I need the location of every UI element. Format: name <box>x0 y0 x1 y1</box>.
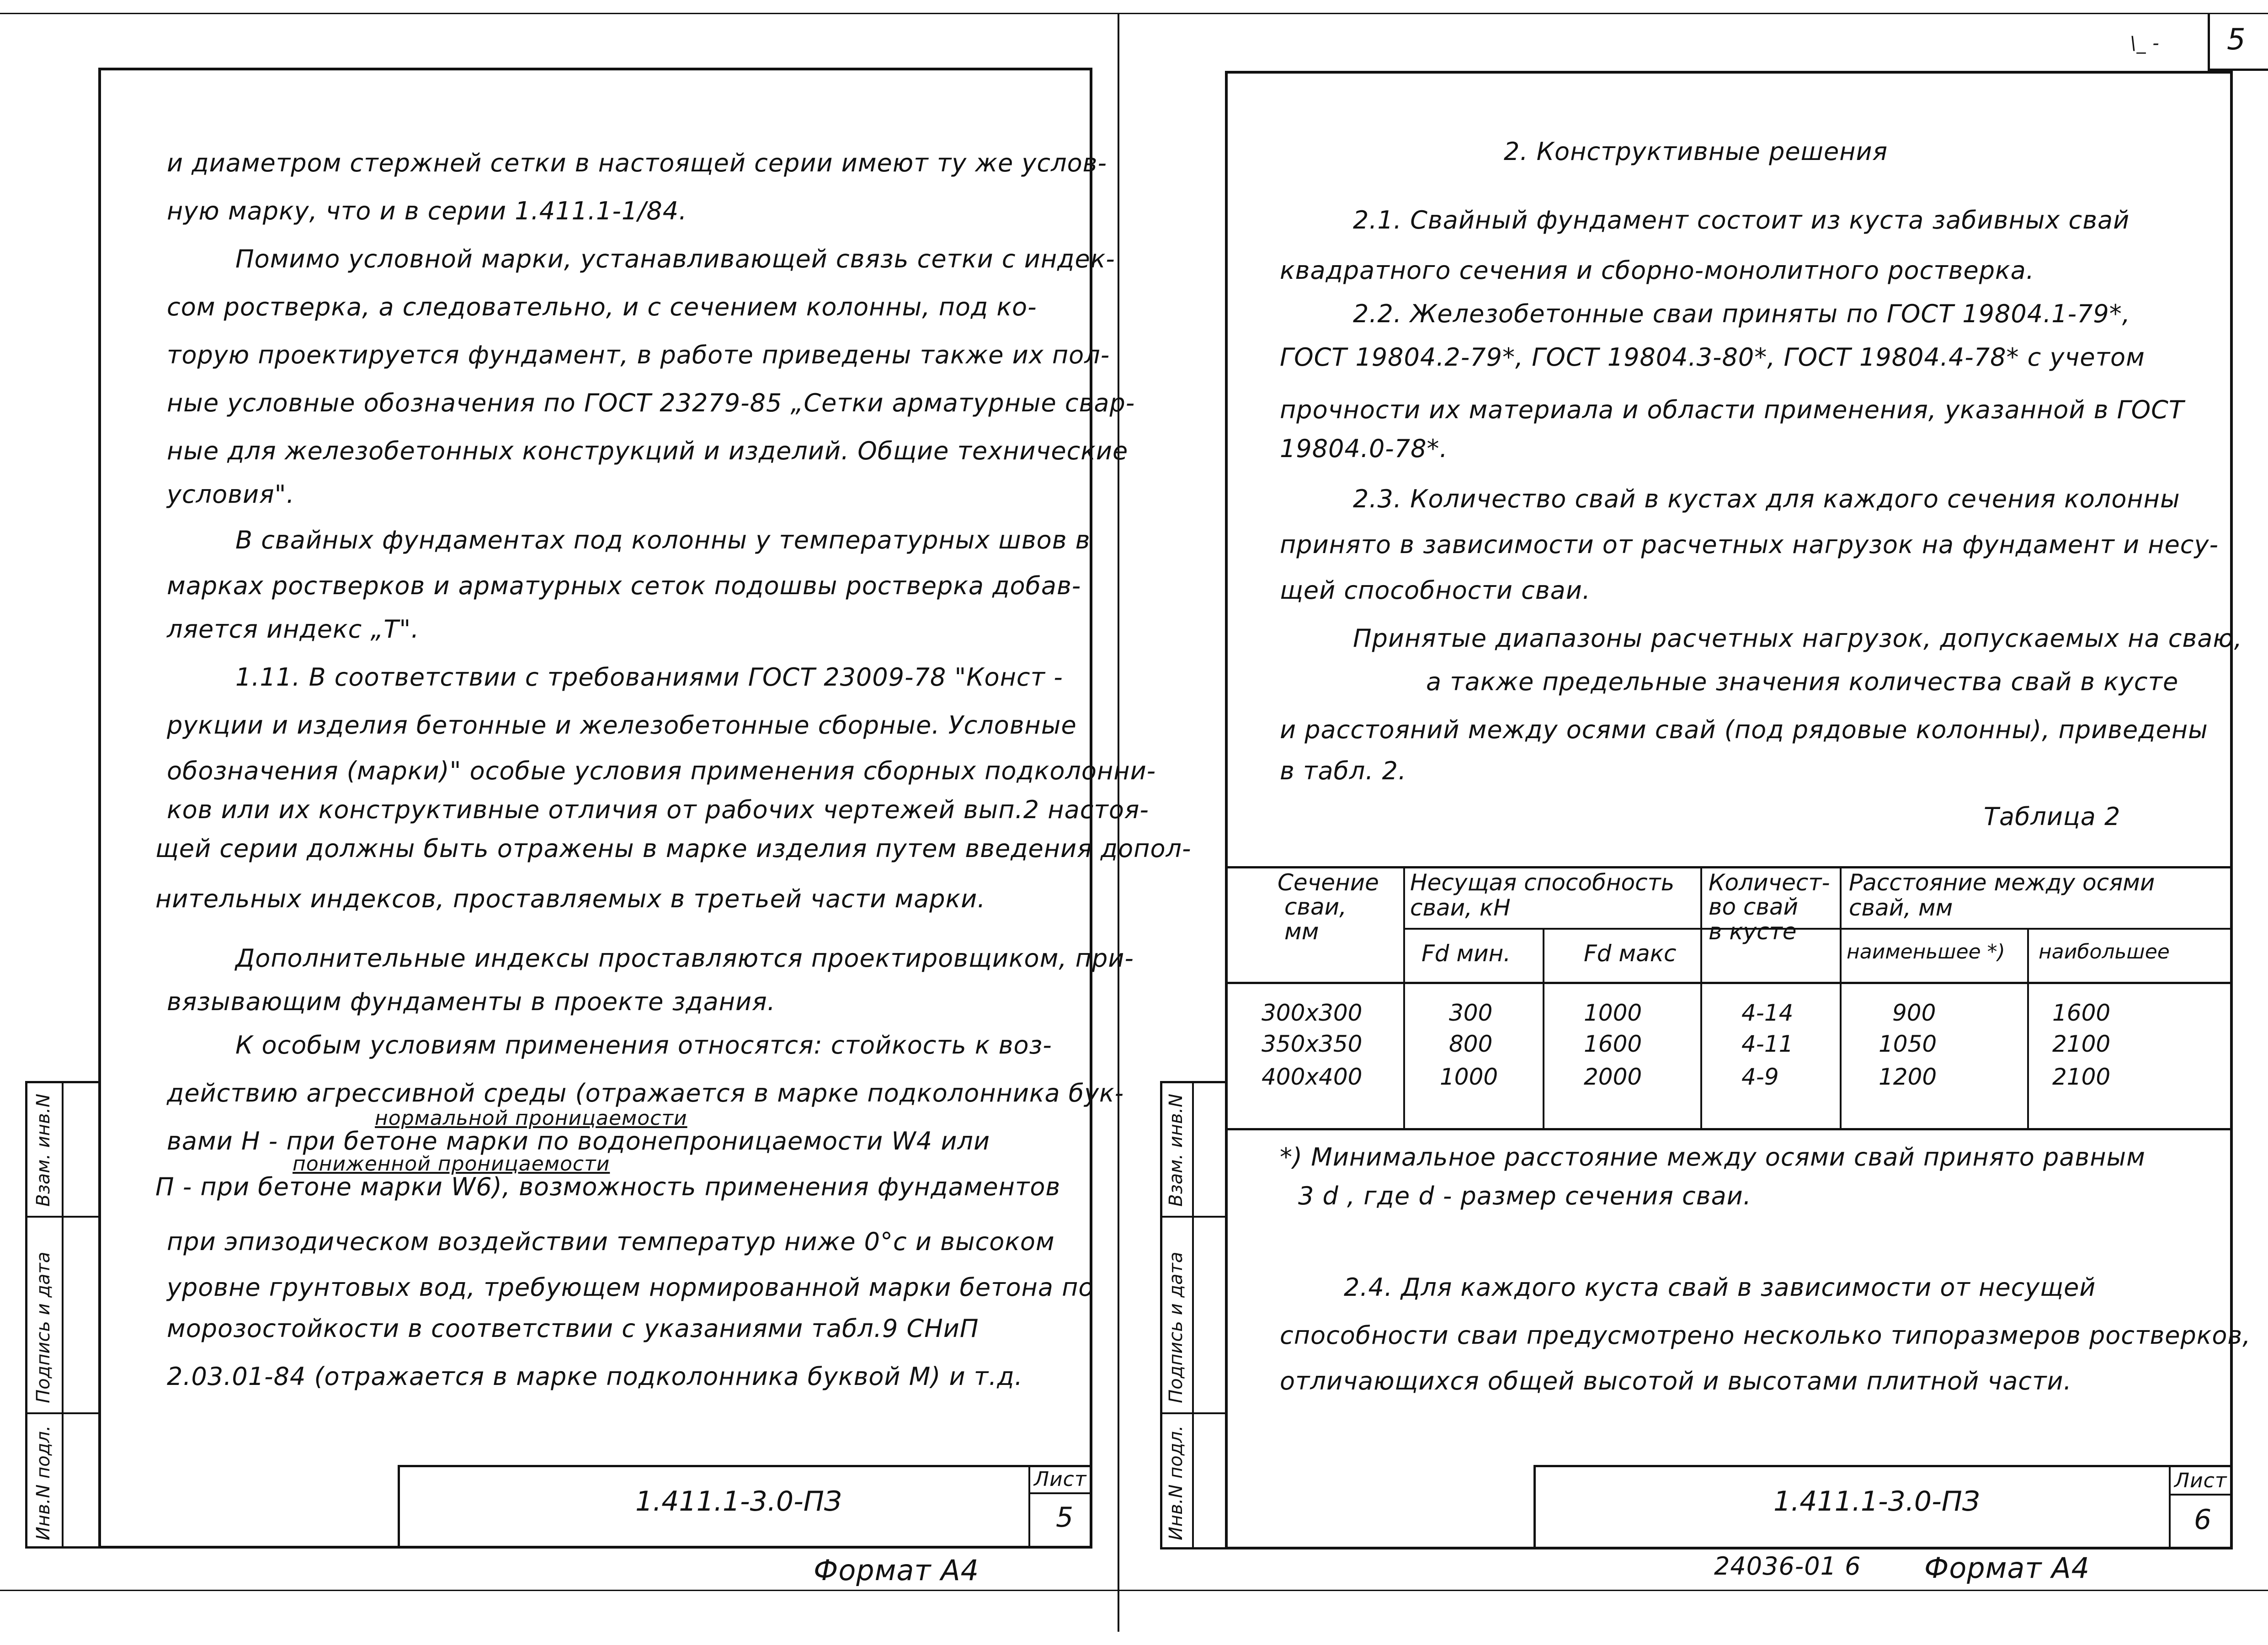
text-line: 2.3. Количество свай в кустах для каждого сечения колонны <box>1353 484 2180 513</box>
text-line: прочности их материала и области применения, указанной в ГОСТ <box>1280 395 2184 424</box>
side-label-inv: Инв.N подл. <box>33 1425 54 1540</box>
cell-dmin: 1050 <box>1879 1031 1937 1057</box>
text-line: 2.1. Свайный фундамент состоит из куста забивных свай <box>1353 206 2130 234</box>
stamp-code: 1.411.1-3.0-ПЗ <box>1773 1485 1980 1517</box>
cell-dmax: 2100 <box>2052 1064 2111 1090</box>
cell-section: 400x400 <box>1262 1064 1363 1090</box>
text-line: морозостойкости в соответствии с указаниями табл.9 СНиП <box>167 1314 979 1343</box>
text-line: сом ростверка, а следовательно, и с сечением колонны, под ко- <box>167 293 1037 321</box>
cell-dmax: 2100 <box>2052 1031 2111 1057</box>
text-line: 2.2. Железобетонные сваи приняты по ГОСТ 19804.1-79*, <box>1353 299 2130 328</box>
cell-fmin: 1000 <box>1440 1064 1498 1090</box>
header-distance: свай, мм <box>1849 894 1953 921</box>
cell-count: 4-14 <box>1741 1000 1794 1026</box>
stamp-code: 1.411.1-3.0-ПЗ <box>635 1485 842 1517</box>
text-line: нительных индексов, проставляемых в третьей части марки. <box>155 884 986 913</box>
text-line: а также предельные значения количества свай в кусте <box>1426 667 2179 696</box>
text-line: обозначения (марки)" особые условия применения сборных подколонни- <box>167 756 1156 785</box>
text-line: способности сваи предусмотрено несколько типоразмеров ростверков, <box>1280 1321 2251 1350</box>
sheet-number: 5 <box>1056 1501 1074 1533</box>
sheet-label: Лист <box>2174 1469 2227 1492</box>
corner-page-number: 5 <box>2227 23 2246 57</box>
text-line: К особым условиям применения относятся: стойкость к воз- <box>235 1031 1052 1059</box>
header-fmin: Fd мин. <box>1421 940 1511 967</box>
table-caption: Таблица 2 <box>1984 802 2121 831</box>
side-label-replace: Взам. инв.N <box>1166 1093 1187 1207</box>
bottom-rule <box>0 1590 2268 1591</box>
side-label-sign: Подпись и дата <box>1166 1251 1187 1403</box>
cell-count: 4-9 <box>1741 1064 1779 1090</box>
text-line: и расстояний между осями свай (под рядовые колонны), приведены <box>1280 715 2208 744</box>
text-line: рукции и изделия бетонные и железобетонные сборные. Условные <box>167 711 1077 740</box>
header-dmin: наименьшее *) <box>1847 940 2005 964</box>
text-line: Помимо условной марки, устанавливающей связь сетки с индек- <box>235 245 1115 273</box>
sheet-label: Лист <box>1034 1468 1087 1491</box>
cell-count: 4-11 <box>1741 1031 1794 1057</box>
header-section: мм <box>1284 918 1319 945</box>
text-line: при эпизодическом воздействии температур ниже 0°с и высоком <box>167 1227 1055 1256</box>
text-line: ков или их конструктивные отличия от рабочих чертежей вып.2 настоя- <box>167 795 1149 824</box>
side-label-replace: Взам. инв.N <box>33 1093 54 1207</box>
text-line: марках ростверков и арматурных сеток подошвы ростверка добав- <box>167 571 1081 600</box>
text-line: ные для железобетонных конструкций и изделий. Общие технические <box>167 437 1129 465</box>
text-line: действию агрессивной среды (отражается в марке подколонника бук- <box>167 1079 1124 1107</box>
text-line: квадратного сечения и сборно-монолитного ростверка. <box>1280 256 2034 285</box>
annotation: нормальной проницаемости <box>375 1107 687 1130</box>
header-section: сваи, <box>1284 894 1347 920</box>
cell-dmin: 1200 <box>1879 1064 1937 1090</box>
text-line: условия". <box>167 480 295 509</box>
cell-fmax: 1000 <box>1584 1000 1642 1026</box>
text-line: 2.4. Для каждого куста свай в зависимости от несущей <box>1344 1273 2096 1302</box>
cell-section: 300x300 <box>1262 1000 1363 1026</box>
text-line: ляется индекс „Т". <box>167 615 420 644</box>
header-dmax: наибольшее <box>2039 940 2170 964</box>
cell-fmin: 800 <box>1449 1031 1493 1057</box>
header-count: в кусте <box>1709 918 1797 945</box>
bottom-code: 24036-01 6 <box>1714 1552 1861 1581</box>
text-line: и диаметром стержней сетки в настоящей серии имеют ту же услов- <box>167 149 1107 177</box>
text-line: щей способности сваи. <box>1280 576 1591 605</box>
top-rule <box>0 13 2268 14</box>
text-line: вами Н - при бетоне марки по водонепроницаемости W4 или <box>167 1127 990 1155</box>
text-line: 2.03.01-84 (отражается в марке подколонника буквой М) и т.д. <box>167 1362 1023 1391</box>
format-label: Формат А4 <box>814 1554 980 1587</box>
side-label-inv: Инв.N подл. <box>1166 1425 1187 1540</box>
header-count: во свай <box>1709 894 1799 920</box>
text-line: щей серии должны быть отражены в марке изделия путем введения допол- <box>155 834 1192 863</box>
header-section: Сечение <box>1278 869 1379 896</box>
text-line: Принятые диапазоны расчетных нагрузок, допускаемых на сваю, <box>1353 624 2242 653</box>
text-line: Дополнительные индексы проставляются проектировщиком, при- <box>235 944 1134 973</box>
text-line: В свайных фундаментах под колонны у температурных швов в <box>235 526 1091 554</box>
cell-section: 350x350 <box>1262 1031 1363 1057</box>
text-line: 19804.0-78*. <box>1280 434 1448 463</box>
text-line: в табл. 2. <box>1280 756 1407 785</box>
header-capacity: Несущая способность <box>1410 869 1675 896</box>
footnote: *) Минимальное расстояние между осями свай принято равным <box>1280 1143 2146 1171</box>
text-line: отличающихся общей высотой и высотами плитной части. <box>1280 1367 2072 1395</box>
section-heading: 2. Конструктивные решения <box>1504 137 1888 166</box>
sheet-number: 6 <box>2194 1504 2212 1536</box>
text-line: уровне грунтовых вод, требующем нормированной марки бетона по <box>167 1273 1094 1302</box>
text-line: ную марку, что и в серии 1.411.1-1/84. <box>167 197 687 225</box>
cell-dmin: 900 <box>1892 1000 1936 1026</box>
text-line: торую проектируется фундамент, в работе приведены также их пол- <box>167 341 1110 369</box>
text-line: вязывающим фундаменты в проекте здания. <box>167 987 776 1016</box>
format-label: Формат А4 <box>1924 1551 2090 1585</box>
header-fmax: Fd макс <box>1584 940 1677 967</box>
cell-fmin: 300 <box>1449 1000 1493 1026</box>
text-line: принято в зависимости от расчетных нагрузок на фундамент и несу- <box>1280 530 2219 559</box>
cell-dmax: 1600 <box>2052 1000 2111 1026</box>
header-distance: Расстояние между осями <box>1849 869 2155 896</box>
text-line: ГОСТ 19804.2-79*, ГОСТ 19804.3-80*, ГОСТ 19804.4-78* с учетом <box>1280 343 2145 372</box>
side-label-sign: Подпись и дата <box>33 1251 54 1403</box>
cell-fmax: 2000 <box>1584 1064 1642 1090</box>
cell-fmax: 1600 <box>1584 1031 1642 1057</box>
corner-mark: \_ - <box>2130 33 2160 54</box>
annotation: пониженной проницаемости <box>293 1152 610 1176</box>
header-count: Количест- <box>1709 869 1830 896</box>
header-capacity: сваи, кН <box>1410 894 1511 921</box>
text-line: 1.11. В соответствии с требованиями ГОСТ 23009-78 "Конст - <box>235 663 1063 692</box>
footnote: 3 d , где d - размер сечения сваи. <box>1298 1182 1752 1210</box>
text-line: П - при бетоне марки W6), возможность применения фундаментов <box>155 1172 1061 1201</box>
text-line: ные условные обозначения по ГОСТ 23279-85 „Сетки арматурные свар- <box>167 389 1135 417</box>
